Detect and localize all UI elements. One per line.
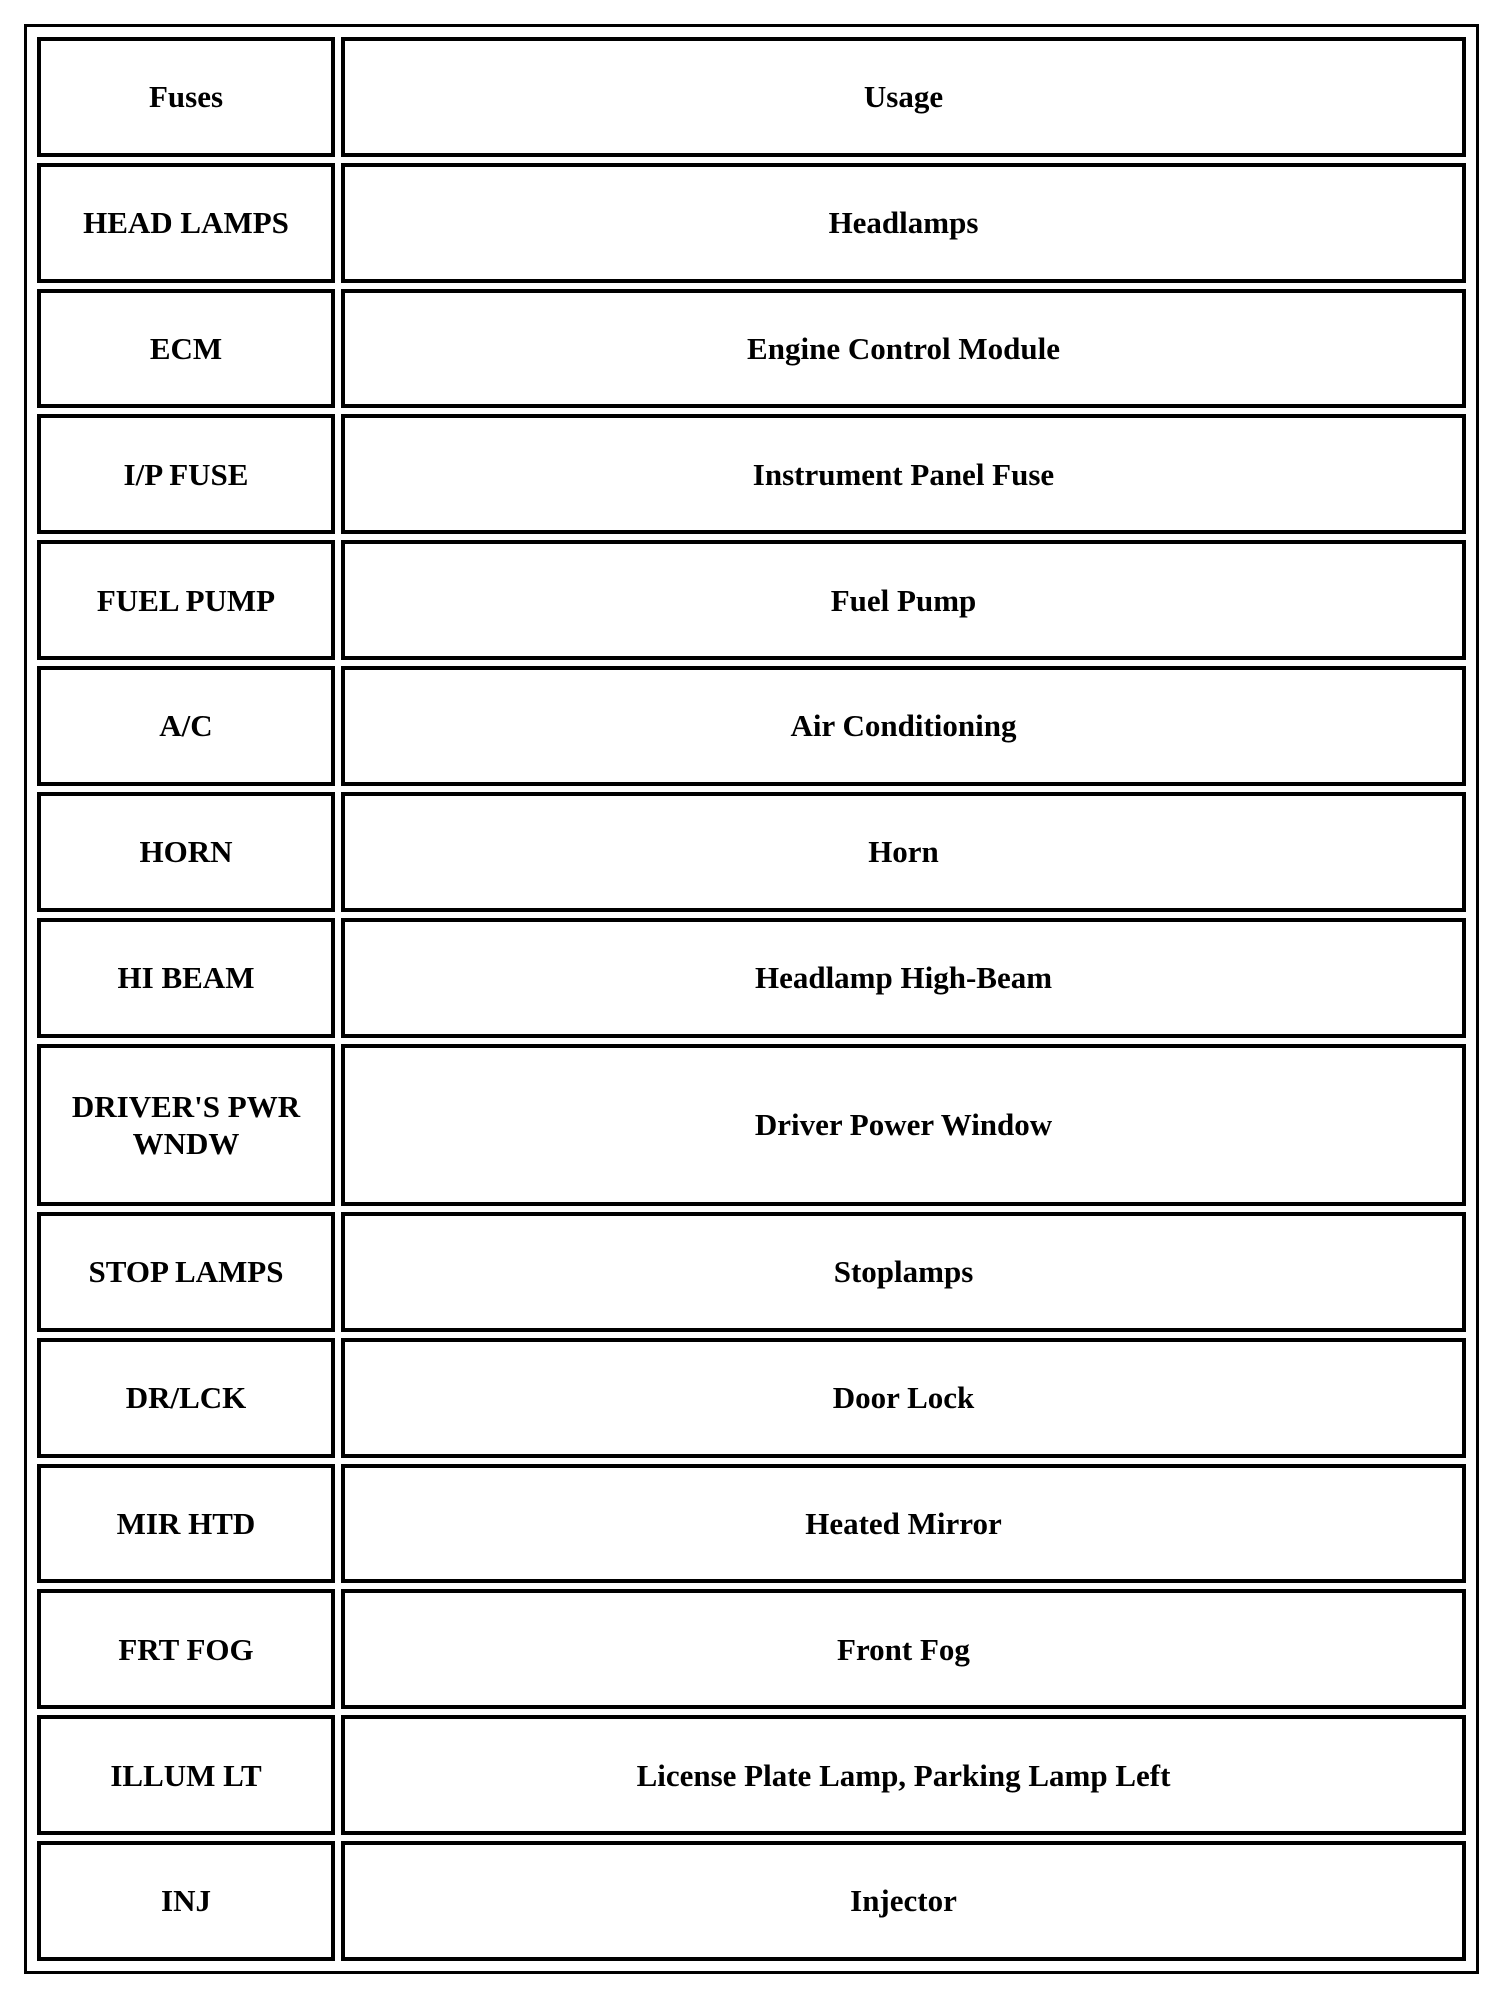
- usage-cell: Injector: [341, 1841, 1466, 1961]
- usage-cell: Driver Power Window: [341, 1044, 1466, 1207]
- fuse-cell: STOP LAMPS: [37, 1212, 335, 1332]
- table-row: [37, 414, 1466, 534]
- fuse-cell: DR/LCK: [37, 1338, 335, 1458]
- table-row: [37, 289, 1466, 409]
- usage-cell: Engine Control Module: [341, 289, 1466, 409]
- usage-cell: Horn: [341, 792, 1466, 912]
- table-row: [37, 1212, 1466, 1332]
- table-row: [37, 1589, 1466, 1709]
- fuse-cell: INJ: [37, 1841, 335, 1961]
- fuse-cell: HI BEAM: [37, 918, 335, 1038]
- usage-cell: Headlamp High-Beam: [341, 918, 1466, 1038]
- fuse-cell: HORN: [37, 792, 335, 912]
- table-header-row: [37, 37, 1466, 157]
- fuse-cell: HEAD LAMPS: [37, 163, 335, 283]
- fuse-cell: A/C: [37, 666, 335, 786]
- fuse-cell: ILLUM LT: [37, 1715, 335, 1835]
- fuse-cell: FRT FOG: [37, 1589, 335, 1709]
- usage-cell: Heated Mirror: [341, 1464, 1466, 1584]
- table-row: [37, 540, 1466, 660]
- fuse-cell: DRIVER'S PWR WNDW: [37, 1044, 335, 1207]
- usage-cell: License Plate Lamp, Parking Lamp Left: [341, 1715, 1466, 1835]
- usage-cell: Air Conditioning: [341, 666, 1466, 786]
- table-row: [37, 1044, 1466, 1207]
- fuse-cell: FUEL PUMP: [37, 540, 335, 660]
- fuse-cell: ECM: [37, 289, 335, 409]
- header-usage: Usage: [341, 37, 1466, 157]
- table-row: [37, 163, 1466, 283]
- fuse-usage-table: [31, 31, 1472, 1967]
- usage-cell: Door Lock: [341, 1338, 1466, 1458]
- table-row: [37, 918, 1466, 1038]
- fuse-cell: MIR HTD: [37, 1464, 335, 1584]
- header-fuses: Fuses: [37, 37, 335, 157]
- table-row: [37, 666, 1466, 786]
- table-row: [37, 1715, 1466, 1835]
- fuse-cell: I/P FUSE: [37, 414, 335, 534]
- table-row: [37, 792, 1466, 912]
- table-row: [37, 1841, 1466, 1961]
- table-row: [37, 1464, 1466, 1584]
- usage-cell: Fuel Pump: [341, 540, 1466, 660]
- usage-cell: Front Fog: [341, 1589, 1466, 1709]
- table-row: [37, 1338, 1466, 1458]
- fuse-table-frame: [24, 24, 1479, 1974]
- usage-cell: Stoplamps: [341, 1212, 1466, 1332]
- usage-cell: Headlamps: [341, 163, 1466, 283]
- usage-cell: Instrument Panel Fuse: [341, 414, 1466, 534]
